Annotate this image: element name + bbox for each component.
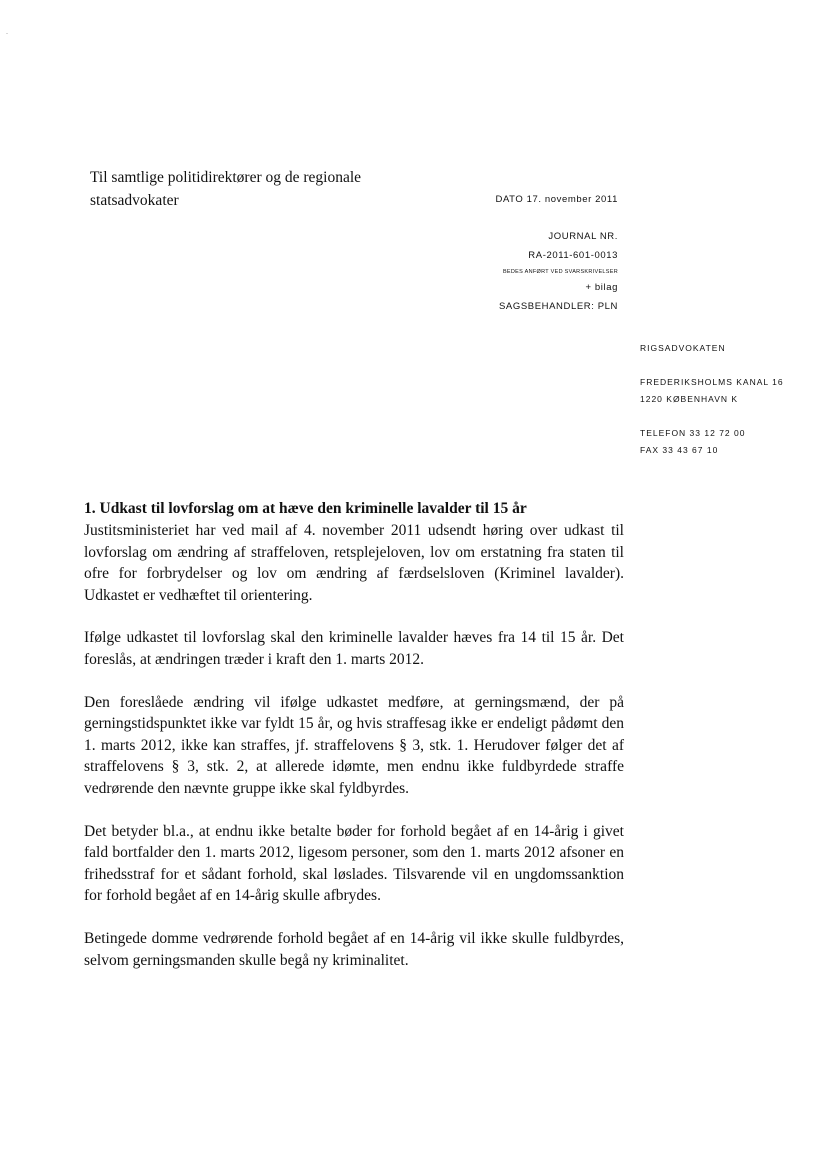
letter-meta (398, 194, 618, 312)
sender-block (640, 340, 784, 459)
sender-name: RIGSADVOKATEN (640, 343, 726, 353)
date-line: DATO 17. november 2011 (495, 194, 618, 205)
scan-artifact: . (6, 27, 8, 36)
reference-note: BEDES ANFØRT VED SVARSKRIVELSER (502, 269, 618, 275)
recipient-block (90, 166, 361, 212)
sender-address-2: 1220 KØBENHAVN K (640, 394, 739, 404)
journal-number: RA-2011-601-0013 (528, 250, 618, 261)
body-paragraph: Betingede domme vedrørende forhold begået af en 14-årig vil ikke skulle fuldbyrdes, selvom gerningsmanden skulle begå ny kriminalitet. (84, 929, 624, 969)
case-handler: SAGSBEHANDLER: PLN (498, 301, 618, 312)
attachment-note: + bilag (585, 282, 618, 293)
body-paragraph: Ifølge udkastet til lovforslag skal den kriminelle lavalder hæves fra 14 til 15 år. Det foreslås, at ændringen træder i kraft den 1. marts 2012. (84, 629, 624, 668)
sender-fax: FAX 33 43 67 10 (640, 445, 719, 455)
recipient-line-1: Til samtlige politidirektører og de regionale (90, 169, 362, 186)
recipient-line-2: statsadvokater (90, 192, 179, 209)
body-paragraph: Den foreslåede ændring vil ifølge udkastet medføre, at gerningsmænd, der på gerningstidspunktet ikke var fyldt 15 år, og hvis straffesag ikke er endeligt pådømt den 1. marts 2012, ikke kan straffes, jf. straffelovens § 3, stk. 1. Herudover følger det af straffelovens § 3, stk. 2, at allerede idømte, men endnu ikke fuldbyrdede straffe vedrørende den nævnte gruppe ikke skal fyldbyrdes. (84, 693, 624, 797)
body-paragraph: Det betyder bl.a., at endnu ikke betalte bøder for forhold begået af en 14-årig i givet fald bortfalder den 1. marts 2012, ligesom personer, som den 1. marts 2012 afsoner en frihedsstraf for et sådant forhold, skal løslades. Tilsvarende vil en ungdomssanktion for forhold begået af en 14-årig skulle afbrydes. (84, 822, 624, 905)
section-heading: 1. Udkast til lovforslag om at hæve den kriminelle lavalder til 15 år (84, 500, 527, 517)
letter-body (84, 498, 624, 992)
sender-phone: TELEFON 33 12 72 00 (640, 428, 746, 438)
body-paragraph: Justitsministeriet har ved mail af 4. november 2011 udsendt høring over udkast til lovforslag om ændring af straffeloven, retsplejeloven, lov om erstatning fra staten til ofre for forbrydelser og lov om ændring af færdselsloven (Kriminel lavalder). Udkastet er vedhæftet til orientering. (84, 522, 624, 604)
sender-address-1: FREDERIKSHOLMS KANAL 16 (640, 377, 784, 387)
journal-label: JOURNAL NR. (548, 231, 618, 242)
